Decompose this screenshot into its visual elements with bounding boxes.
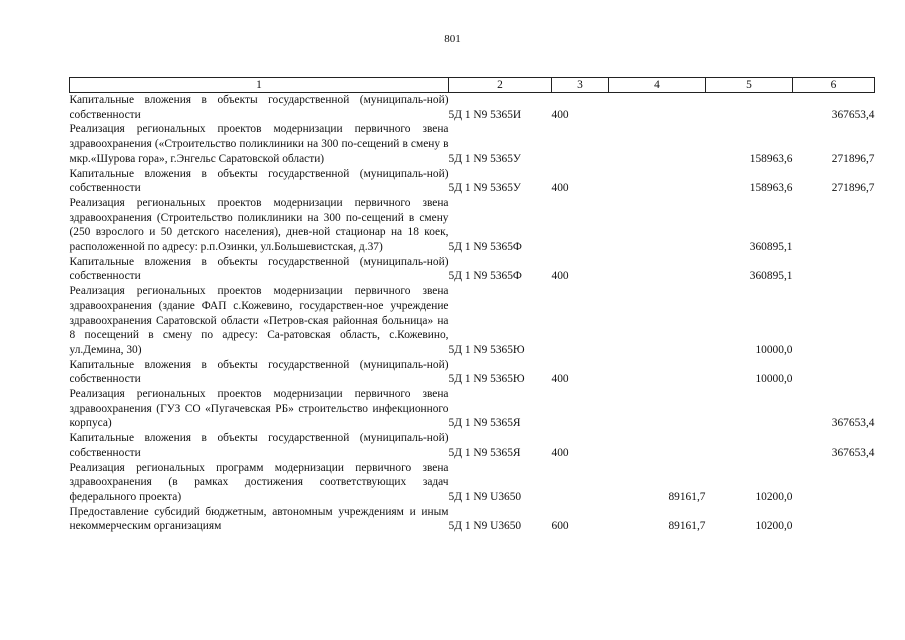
row-amount-col6: 367653,4 [831, 417, 875, 430]
row-amount-col5: 360895,1 [749, 241, 793, 254]
row-description: Реализация региональных проектов модернизации первичного звена здравоохранения (Строительство поликлиники на 300 по-сещений в смену (250 взрослого и 50 детского населения), днев-ной стационар на 18 коек, расположенной по адресу: р.п.Озинки, ул.Большевистская, д.37) [69, 196, 449, 254]
row-code: 5Д 1 N9 5365Ф [448, 270, 522, 283]
row-amount-col6: 271896,7 [831, 182, 875, 195]
row-amount-col4 [609, 196, 706, 255]
row-amount-col5: 10200,0 [755, 520, 793, 533]
row-amount-col5 [706, 387, 793, 431]
row-amount-col4 [609, 167, 706, 196]
table-row [70, 255, 875, 284]
row-amount-col5: 360895,1 [749, 270, 793, 283]
row-code: 5Д 1 N9 5365Я [448, 446, 521, 459]
row-amount-col5: 10000,0 [755, 343, 793, 356]
table-row [70, 387, 875, 431]
row-amount-col6: 271896,7 [831, 152, 875, 165]
column-header-4: 4 [609, 78, 706, 93]
row-code: 5Д 1 N9 5365И [448, 108, 522, 121]
row-expense-type [552, 461, 609, 505]
row-amount-col6 [793, 358, 875, 387]
row-amount-col4 [609, 93, 706, 123]
row-amount-col5: 158963,6 [749, 182, 793, 195]
row-amount-col6 [793, 284, 875, 358]
row-description: Реализация региональных проектов модернизации первичного звена здравоохранения (здание ФАП с.Кожевино, государствен-ное учреждение здравоохранения Саратовской области «Петров-ская районная больница» на 8 посещений в смену по адресу: Са-ратовская область, с.Кожевино, ул.Демина, 30) [69, 285, 449, 356]
row-expense-type: 400 [551, 446, 569, 459]
column-header-6: 6 [793, 78, 875, 93]
row-amount-col4 [609, 122, 706, 166]
row-expense-type: 400 [551, 270, 569, 283]
row-expense-type: 400 [551, 108, 569, 121]
table-row [70, 167, 875, 196]
row-description: Реализация региональных проектов модернизации первичного звена здравоохранения («Строительство поликлиники на 300 по-сещений в смену в мкр.«Шурова гора», г.Энгельс Саратовской области) [69, 123, 449, 165]
row-amount-col6 [793, 255, 875, 284]
row-expense-type: 400 [551, 373, 569, 386]
row-amount-col4 [609, 387, 706, 431]
table-row [70, 358, 875, 387]
row-description: Капитальные вложения в объекты государственной (муниципаль-ной) собственности [69, 358, 449, 386]
row-description: Капитальные вложения в объекты государственной (муниципаль-ной) собственности [69, 94, 449, 121]
row-amount-col6 [793, 505, 875, 534]
row-expense-type [552, 196, 609, 255]
table-row [70, 122, 875, 166]
table-row [70, 93, 875, 123]
row-code: 5Д 1 N9 5365Ю [448, 343, 525, 356]
row-amount-col4: 89161,7 [668, 490, 706, 503]
table-header-row [70, 78, 875, 93]
row-amount-col6: 367653,4 [831, 108, 875, 121]
row-amount-col6 [793, 196, 875, 255]
column-header-1: 1 [70, 78, 449, 93]
row-expense-type [552, 387, 609, 431]
row-description: Капитальные вложения в объекты государственной (муниципаль-ной) собственности [69, 432, 449, 459]
page-number: 801 [444, 33, 461, 45]
row-amount-col4: 89161,7 [668, 520, 706, 533]
table-row [70, 431, 875, 460]
column-header-2: 2 [449, 78, 552, 93]
row-amount-col4 [609, 431, 706, 460]
row-amount-col5: 10200,0 [755, 490, 793, 503]
row-amount-col6 [793, 461, 875, 505]
budget-table [69, 77, 875, 534]
row-amount-col4 [609, 358, 706, 387]
row-amount-col5 [706, 93, 793, 123]
row-description: Предоставление субсидий бюджетным, автономным учреждениям и иным некоммерческим организациям [69, 505, 449, 533]
row-expense-type [552, 122, 609, 166]
row-expense-type: 400 [551, 182, 569, 195]
row-description: Капитальные вложения в объекты государственной (муниципаль-ной) собственности [69, 167, 449, 195]
column-header-5: 5 [706, 78, 793, 93]
row-amount-col5 [706, 431, 793, 460]
row-code: 5Д 1 N9 U3650 [448, 490, 522, 503]
column-header-3: 3 [552, 78, 609, 93]
row-expense-type [552, 284, 609, 358]
row-code: 5Д 1 N9 U3650 [448, 520, 522, 533]
row-amount-col5: 10000,0 [755, 373, 793, 386]
table-row [70, 196, 875, 255]
row-description: Реализация региональных проектов модернизации первичного звена здравоохранения (ГУЗ СО «Пугачевская РБ» строительство инфекционного корпуса) [69, 388, 449, 430]
row-amount-col4 [609, 255, 706, 284]
row-description: Капитальные вложения в объекты государственной (муниципаль-ной) собственности [69, 255, 449, 283]
row-code: 5Д 1 N9 5365Ю [448, 373, 525, 386]
table-row [70, 461, 875, 505]
row-expense-type: 600 [551, 520, 569, 533]
row-code: 5Д 1 N9 5365У [448, 182, 521, 195]
row-code: 5Д 1 N9 5365У [448, 152, 521, 165]
row-amount-col4 [609, 284, 706, 358]
row-description: Реализация региональных программ модернизации первичного звена здравоохранения (в рамках достижения соответствующих задач федерального проекта) [69, 461, 449, 503]
row-amount-col5: 158963,6 [749, 152, 793, 165]
row-code: 5Д 1 N9 5365Я [448, 417, 521, 430]
table-row [70, 505, 875, 534]
row-amount-col6: 367653,4 [831, 446, 875, 459]
row-code: 5Д 1 N9 5365Ф [448, 241, 522, 254]
table-row [70, 284, 875, 358]
